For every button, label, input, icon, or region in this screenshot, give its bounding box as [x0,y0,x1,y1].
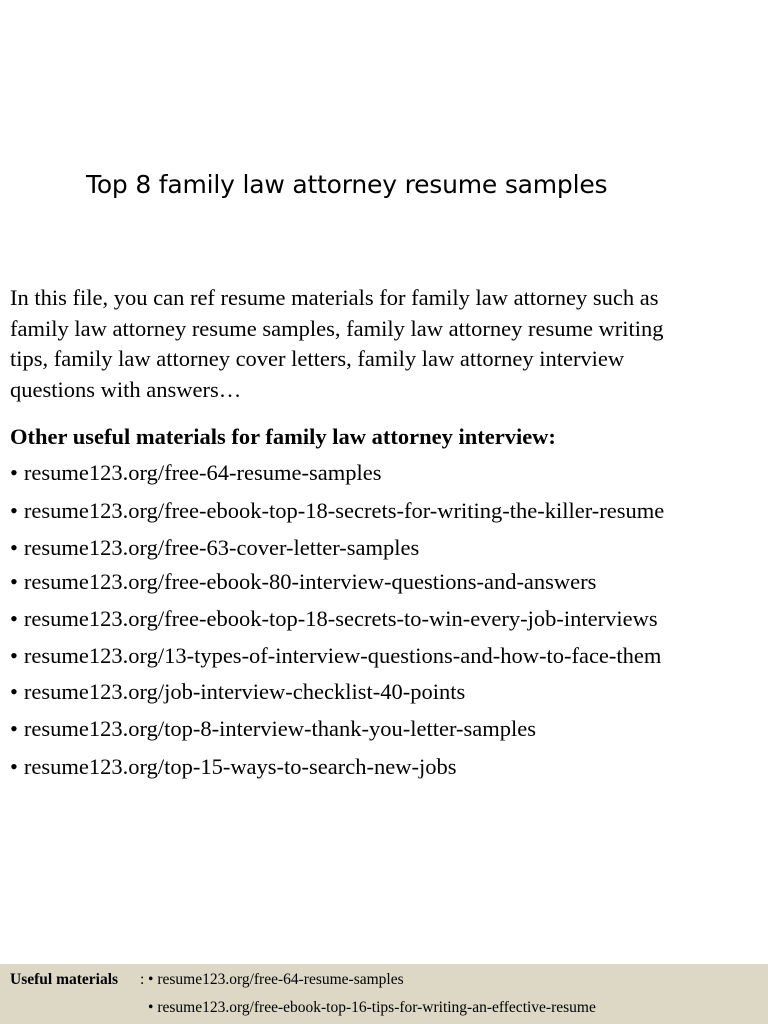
list-item [10,567,596,597]
bullet: • [10,460,18,485]
intro-line: tips, family law attorney cover letters, family law attorney interview [10,346,625,371]
list-item [10,752,456,782]
resource-link[interactable]: resume123.org/free-ebook-80-interview-questions-and-answers [23,569,597,594]
footer-list-item [148,999,596,1017]
bullet: • [148,971,154,988]
resource-link[interactable]: resume123.org/job-interview-checklist-40-points [23,679,466,704]
bullet: • [148,999,154,1016]
resource-link[interactable]: resume123.org/13-types-of-interview-questions-and-how-to-face-them [23,643,662,668]
bullet: • [10,643,18,668]
bullet: • [10,535,18,560]
resource-link[interactable]: resume123.org/free-64-resume-samples [23,460,382,485]
intro-line: questions with answers… [10,376,242,402]
footer-separator: : [140,971,145,988]
intro-line: In this file, you can ref resume materials for family law attorney such as [10,285,659,310]
list-item [10,496,664,526]
bullet: • [10,498,18,523]
list-item [10,641,661,671]
resource-link[interactable]: resume123.org/top-15-ways-to-search-new-jobs [23,754,457,779]
page-title: Top 8 family law attorney resume samples [86,170,608,199]
list-item [10,714,536,744]
list-item [10,458,381,488]
bullet: • [10,754,18,779]
resource-link[interactable]: resume123.org/top-8-interview-thank-you-letter-samples [23,716,536,741]
resource-link[interactable]: resume123.org/free-63-cover-letter-samples [23,535,420,560]
intro-line: family law attorney resume samples, family law attorney resume writing [10,315,664,341]
footer-link[interactable]: resume123.org/free-64-resume-samples [157,971,404,988]
bullet: • [10,569,18,594]
bullet: • [10,606,18,631]
footer-label: Useful materials [10,971,119,988]
resource-link[interactable]: resume123.org/free-ebook-top-18-secrets-to-win-every-job-interviews [23,606,658,631]
footer-list-item [148,971,404,989]
resource-link[interactable]: resume123.org/free-ebook-top-18-secrets-for-writing-the-killer-resume [23,498,665,523]
materials-heading: Other useful materials for family law attorney interview: [10,424,556,449]
bullet: • [10,716,18,741]
footer-link[interactable]: resume123.org/free-ebook-top-16-tips-for-writing-an-effective-resume [157,999,596,1016]
footer-bar [0,964,768,1024]
list-item [10,677,465,707]
list-item [10,604,658,634]
intro-paragraph [10,283,762,405]
bullet: • [10,679,18,704]
list-item [10,533,419,563]
